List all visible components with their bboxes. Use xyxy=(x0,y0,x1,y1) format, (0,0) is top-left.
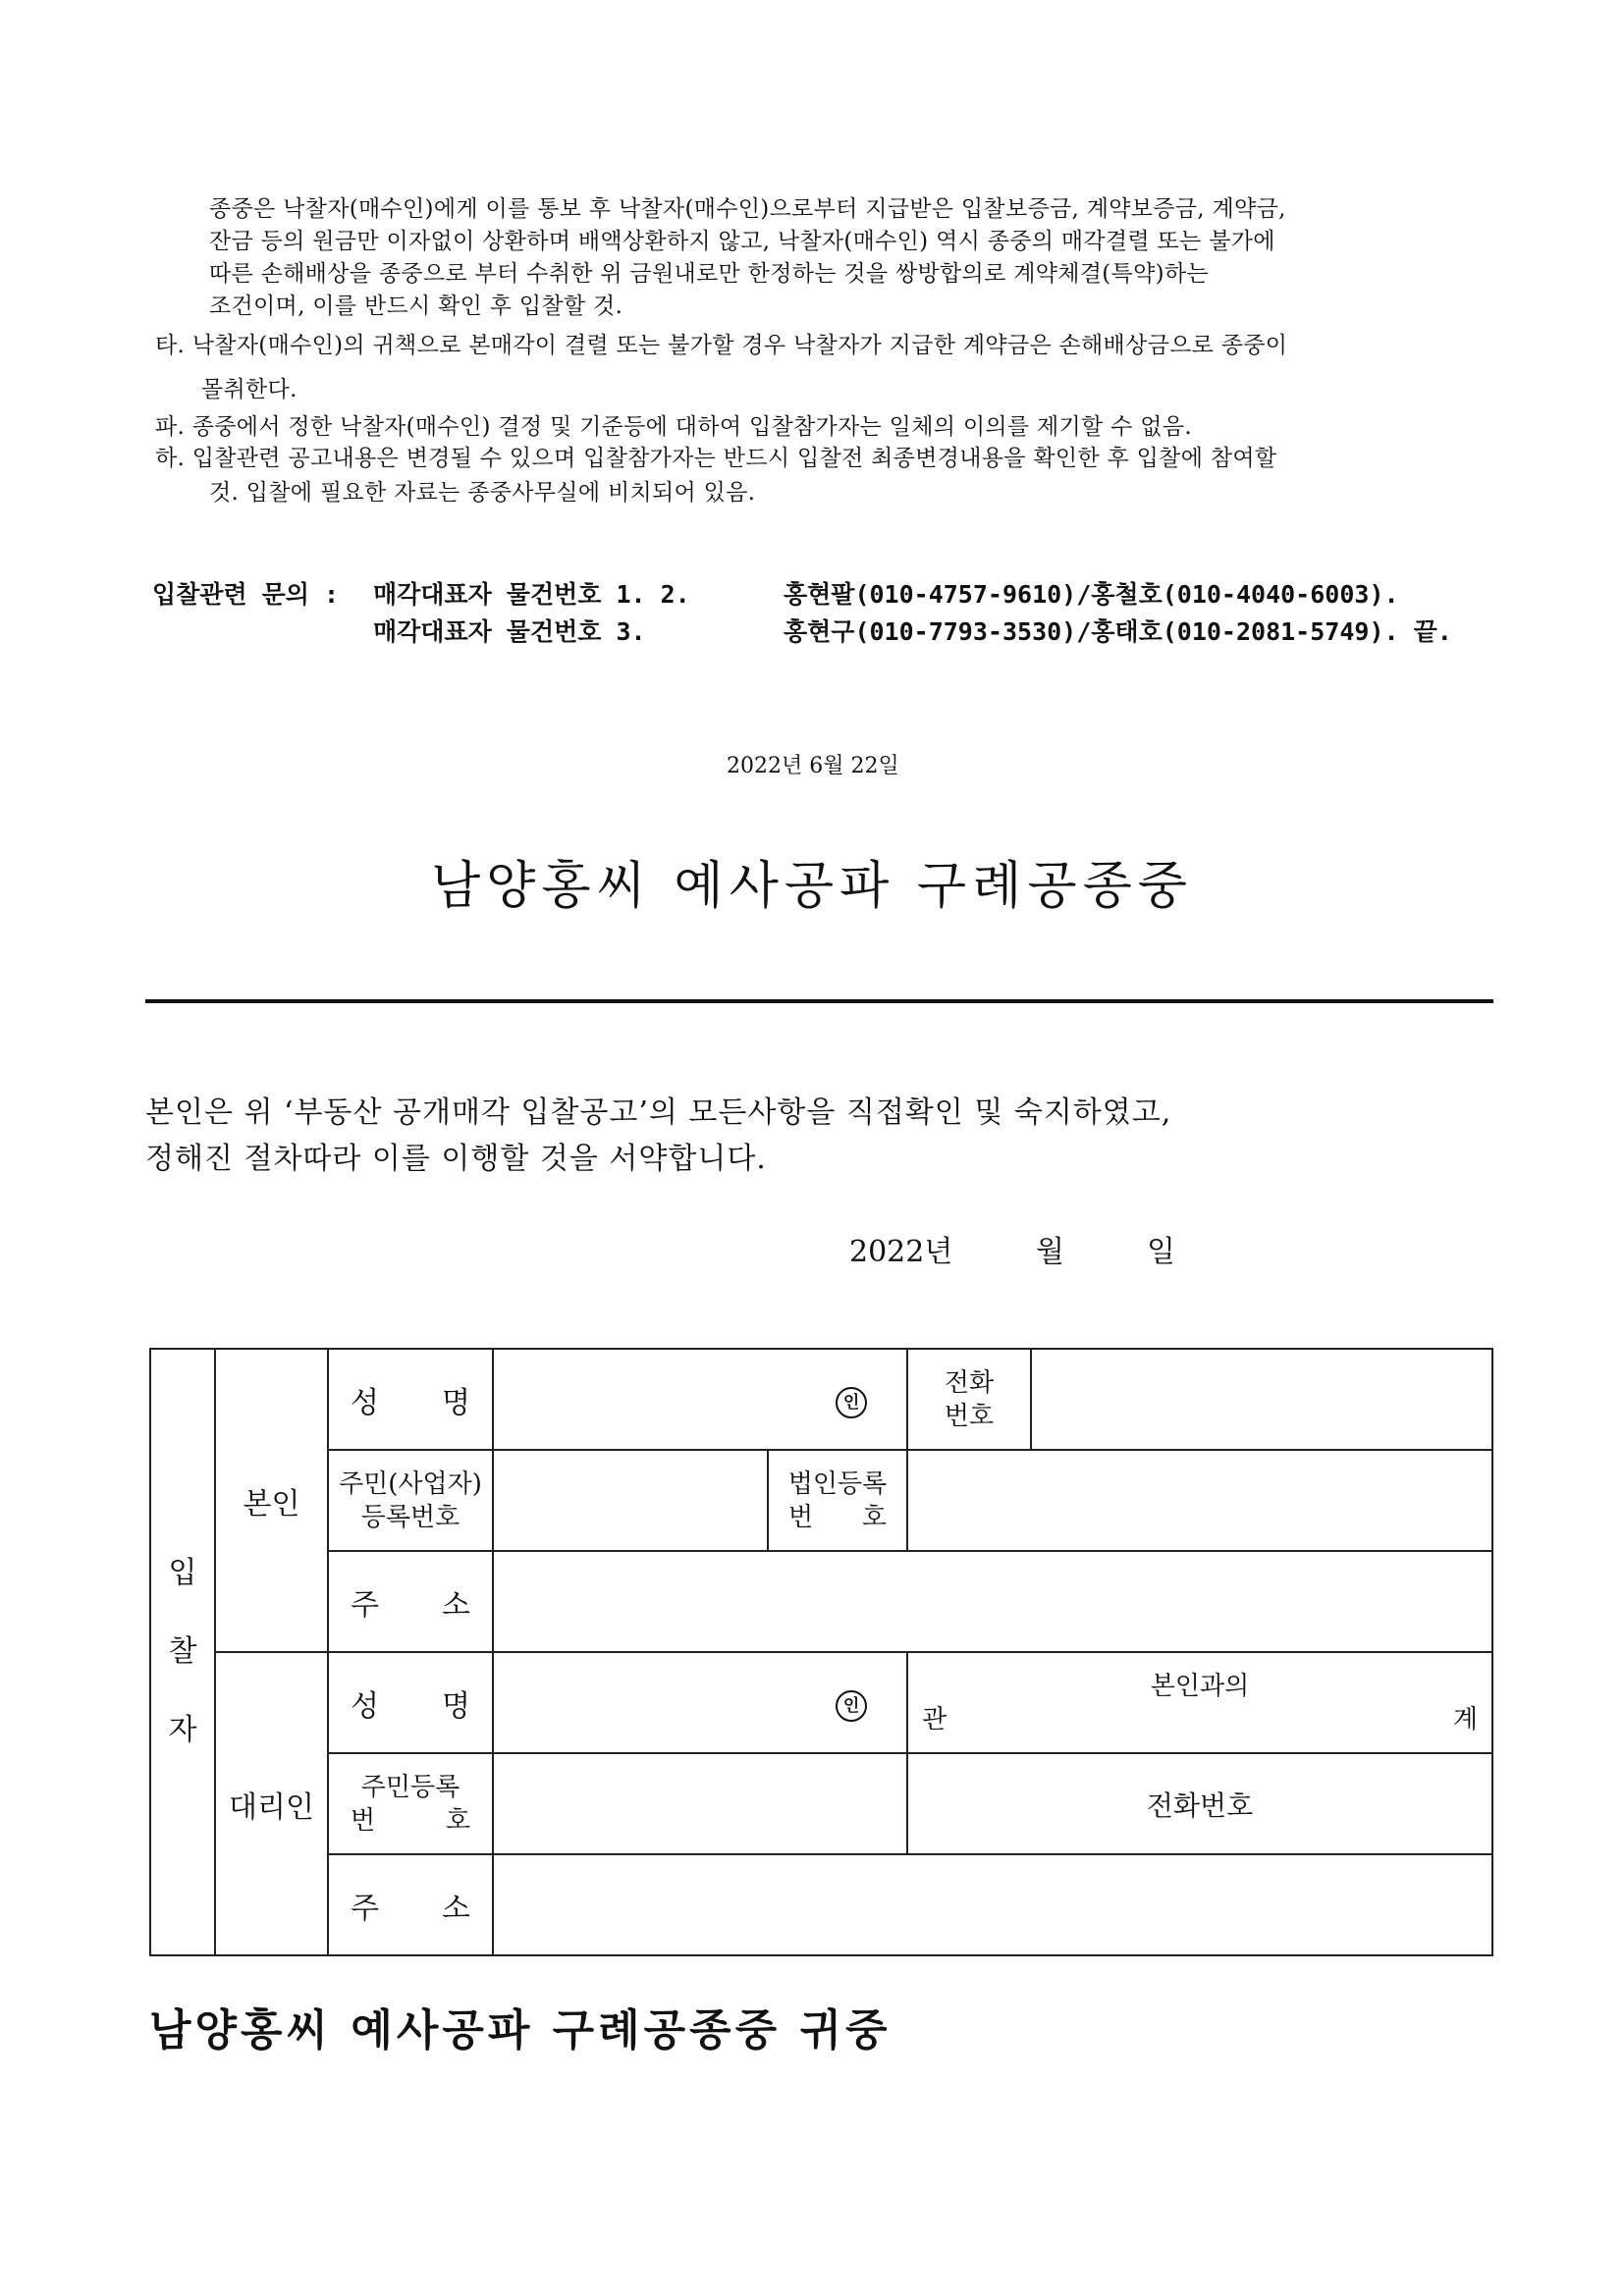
rrn-biz-line-1: 주민(사업자) xyxy=(339,1468,482,1499)
corp-reg-line-1: 법인등록 xyxy=(787,1468,888,1499)
bidder-label xyxy=(150,1349,215,1955)
footer-recipient: 남양홍씨 예사공파 구례공종중 귀중 xyxy=(149,2005,892,2056)
self-address-field[interactable] xyxy=(493,1551,1492,1652)
contact-row1-item: 매각대표자 물건번호 1. 2. xyxy=(373,580,690,609)
agent-name-label xyxy=(328,1652,493,1753)
seal-mark-icon: 인 xyxy=(836,1387,867,1418)
self-name-field[interactable] xyxy=(493,1349,907,1450)
agent-name-char-1: 성 xyxy=(351,1688,379,1724)
address-char-1: 주 xyxy=(351,1587,379,1623)
pledge-line-1: 본인은 위 ‘부동산 공개매각 입찰공고’의 모든사항을 직접확인 및 숙지하였고, xyxy=(145,1095,1172,1130)
clause-continuation-line-3: 따른 손해배상을 종중으로 부터 수취한 위 금원내로만 한정하는 것을 쌍방합의로 계약체결(특약)하는 xyxy=(209,261,1209,287)
self-rrn-label xyxy=(328,1450,493,1551)
corp-reg-field[interactable] xyxy=(907,1450,1492,1551)
agent-rrn-char-2: 호 xyxy=(445,1805,470,1836)
bidder-form-table xyxy=(149,1348,1493,1956)
clause-ta-line-1: 타. 낙찰자(매수인)의 귀책으로 본매각이 결렬 또는 불가할 경우 낙찰자가 지급한 계약금은 손해배상금으로 종중이 xyxy=(155,333,1288,358)
agent-rrn-char-1: 번 xyxy=(351,1805,376,1836)
relation-char-1: 관 xyxy=(922,1704,947,1735)
horizontal-rule xyxy=(145,999,1493,1003)
bidder-char-3: 자 xyxy=(168,1713,197,1747)
sign-date-month: 월 xyxy=(1036,1235,1064,1269)
corp-reg-char-1: 번 xyxy=(788,1502,814,1532)
clause-continuation-line-2: 잔금 등의 원금만 이자없이 상환하며 배액상환하지 않고, 낙찰자(매수인) 역시 종중의 매각결렬 또는 불가에 xyxy=(209,229,1275,254)
self-label: 본인 xyxy=(215,1349,328,1652)
agent-rrn-line-1: 주민등록 xyxy=(360,1772,460,1802)
organization-title: 남양홍씨 예사공파 구례공종중 xyxy=(430,857,1194,916)
agent-rrn-label xyxy=(328,1753,493,1854)
agent-phone-label: 전화번호 xyxy=(907,1753,1492,1854)
agent-address-field[interactable] xyxy=(493,1854,1492,1955)
clause-continuation-line-4: 조건이며, 이를 반드시 확인 후 입찰할 것. xyxy=(209,294,623,319)
self-name-label xyxy=(328,1349,493,1450)
corp-reg-char-2: 호 xyxy=(861,1502,888,1532)
self-phone-field[interactable] xyxy=(1031,1349,1492,1450)
notice-date: 2022년 6월 22일 xyxy=(727,754,899,778)
sign-date-year: 2022년 xyxy=(849,1235,953,1269)
clause-ha-line-1: 하. 입찰관련 공고내용은 변경될 수 있으며 입찰참가자는 반드시 입찰전 최종변경내용을 확인한 후 입찰에 참여할 xyxy=(155,446,1277,471)
relation-label xyxy=(907,1652,1492,1753)
relation-line-1: 본인과의 xyxy=(1150,1671,1250,1701)
agent-name-field[interactable] xyxy=(493,1652,907,1753)
address-char-2: 소 xyxy=(442,1587,470,1623)
bidder-char-2: 찰 xyxy=(168,1634,197,1669)
sign-date-day: 일 xyxy=(1147,1235,1175,1269)
contact-row2-people: 홍현구(010-7793-3530)/홍태호(010-2081-5749). 끝. xyxy=(784,617,1452,646)
contact-row1-people: 홍현팔(010-4757-9610)/홍철호(010-4040-6003). xyxy=(784,580,1399,609)
clause-continuation-line-1: 종중은 낙찰자(매수인)에게 이를 통보 후 낙찰자(매수인)으로부터 지급받은 입찰보증금, 계약보증금, 계약금, xyxy=(209,196,1286,222)
agent-address-label xyxy=(328,1854,493,1955)
rrn-biz-line-2: 등록번호 xyxy=(360,1502,460,1532)
phone-label-line-1: 전화 xyxy=(944,1367,995,1398)
phone-label-line-2: 번호 xyxy=(944,1401,995,1431)
agent-address-char-1: 주 xyxy=(351,1891,379,1926)
pledge-line-2: 정해진 절차따라 이를 이행할 것을 서약합니다. xyxy=(145,1142,767,1176)
self-phone-label xyxy=(907,1349,1031,1450)
name-char-2: 명 xyxy=(442,1385,470,1420)
self-rrn-field[interactable] xyxy=(493,1450,768,1551)
agent-seal-mark-icon: 인 xyxy=(836,1690,867,1722)
corp-reg-label xyxy=(768,1450,907,1551)
contact-row2-item: 매각대표자 물건번호 3. xyxy=(373,617,646,646)
bidder-char-1: 입 xyxy=(168,1556,197,1590)
self-address-label xyxy=(328,1551,493,1652)
name-char-1: 성 xyxy=(351,1385,379,1420)
clause-ta-line-2: 몰취한다. xyxy=(201,377,298,402)
clause-ha-line-2: 것. 입찰에 필요한 자료는 종중사무실에 비치되어 있음. xyxy=(209,480,756,506)
agent-label: 대리인 xyxy=(215,1652,328,1955)
agent-rrn-field[interactable] xyxy=(493,1753,907,1854)
agent-name-char-2: 명 xyxy=(442,1688,470,1724)
relation-char-2: 계 xyxy=(1452,1704,1479,1735)
agent-address-char-2: 소 xyxy=(442,1891,470,1926)
clause-pa-line-1: 파. 종중에서 정한 낙찰자(매수인) 결정 및 기준등에 대하여 입찰참가자는 일체의 이의를 제기할 수 없음. xyxy=(155,414,1192,440)
contact-label: 입찰관련 문의 : xyxy=(152,580,340,609)
